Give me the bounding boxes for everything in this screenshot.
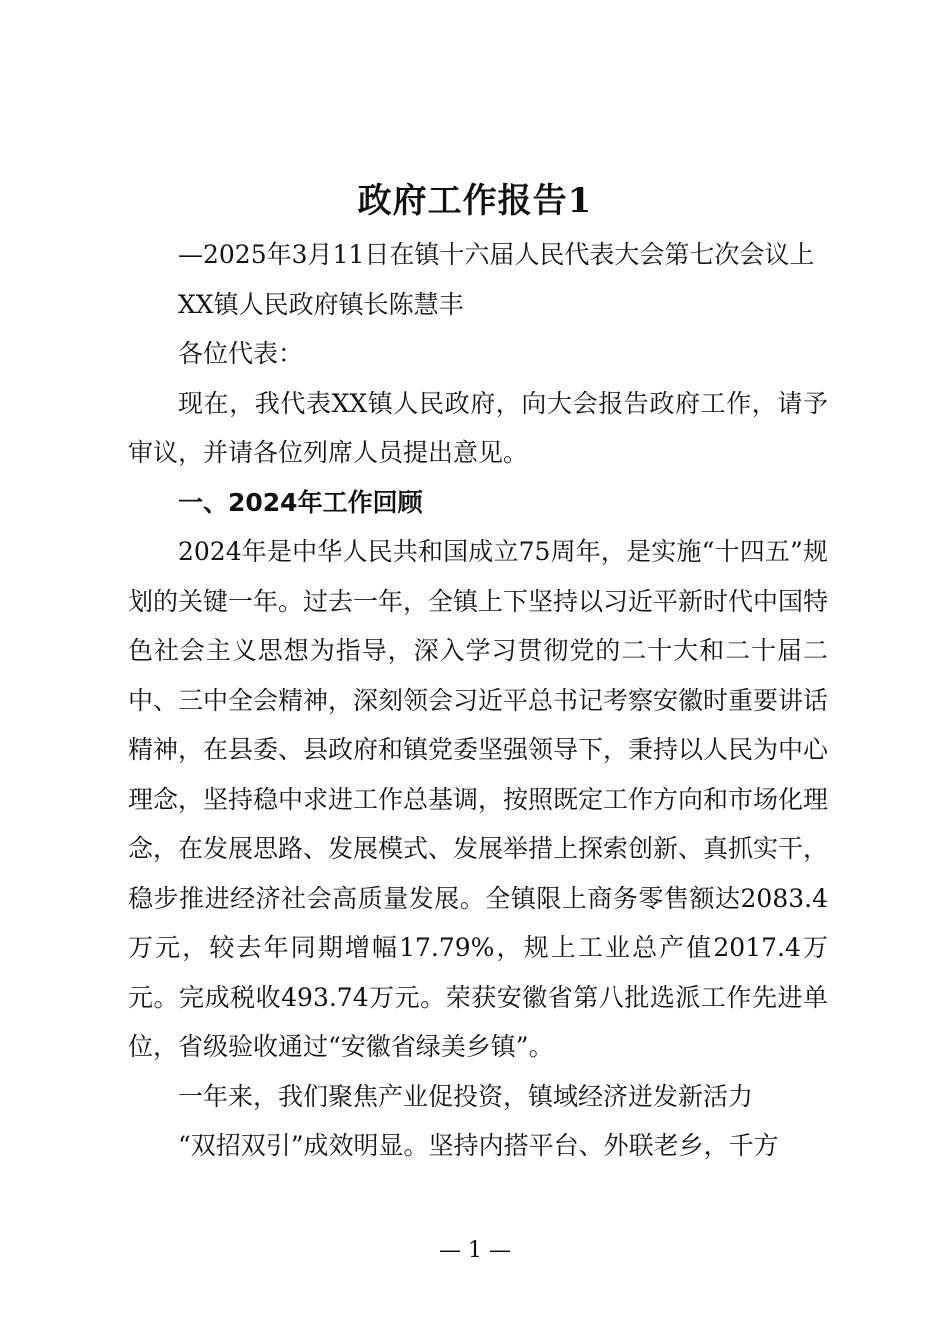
document-body [128, 230, 828, 1171]
intro-paragraph: 现在，我代表XX镇人民政府，向大会报告政府工作，请予审议，并请各位列席人员提出意见。 [128, 388, 828, 467]
salutation: 各位代表： [178, 339, 304, 368]
page-number: — 1 — [439, 1238, 511, 1263]
paragraph-economy: 一年来，我们聚焦产业促投资，镇域经济迸发新活力 [178, 1081, 754, 1111]
speaker-line: XX镇人民政府镇长陈慧丰 [178, 289, 464, 319]
section-heading: 一、2024年工作回顾 [178, 487, 423, 517]
paragraph-review: 2024年是中华人民共和国成立75周年，是实施“十四五”规划的关键一年。过去一年，全镇上下坚持以习近平新时代中国特色社会主义思想为指导，深入学习贯彻党的二十大和二十届二中、三中全会精神，深刻领会习近平总书记考察安徽时重要讲话精神，在县委、县政府和镇党委坚强领导下，秉持以人民为中心理念，坚持稳中求进工作总基调，按照既定工作方向和市场化理念，在发展思路、发展模式、发展举措上探索创新、真抓实干，稳步推进经济社会高质量发展。全镇限上商务零售额达2083.4万元，较去年同期增幅17.79%，规上工业总产值2017.4万元。完成税收493.74万元。荣获安徽省第八批选派工作先进单位，省级验收通过“安徽省绿美乡镇”。 [128, 537, 829, 1061]
subtitle-line: —2025年3月11日在镇十六届人民代表大会第七次会议上 [178, 240, 815, 269]
paragraph-investment: “双招双引”成效明显。坚持内搭平台、外联老乡，千方 [178, 1131, 779, 1160]
document-title: 政府工作报告1 [357, 181, 593, 221]
